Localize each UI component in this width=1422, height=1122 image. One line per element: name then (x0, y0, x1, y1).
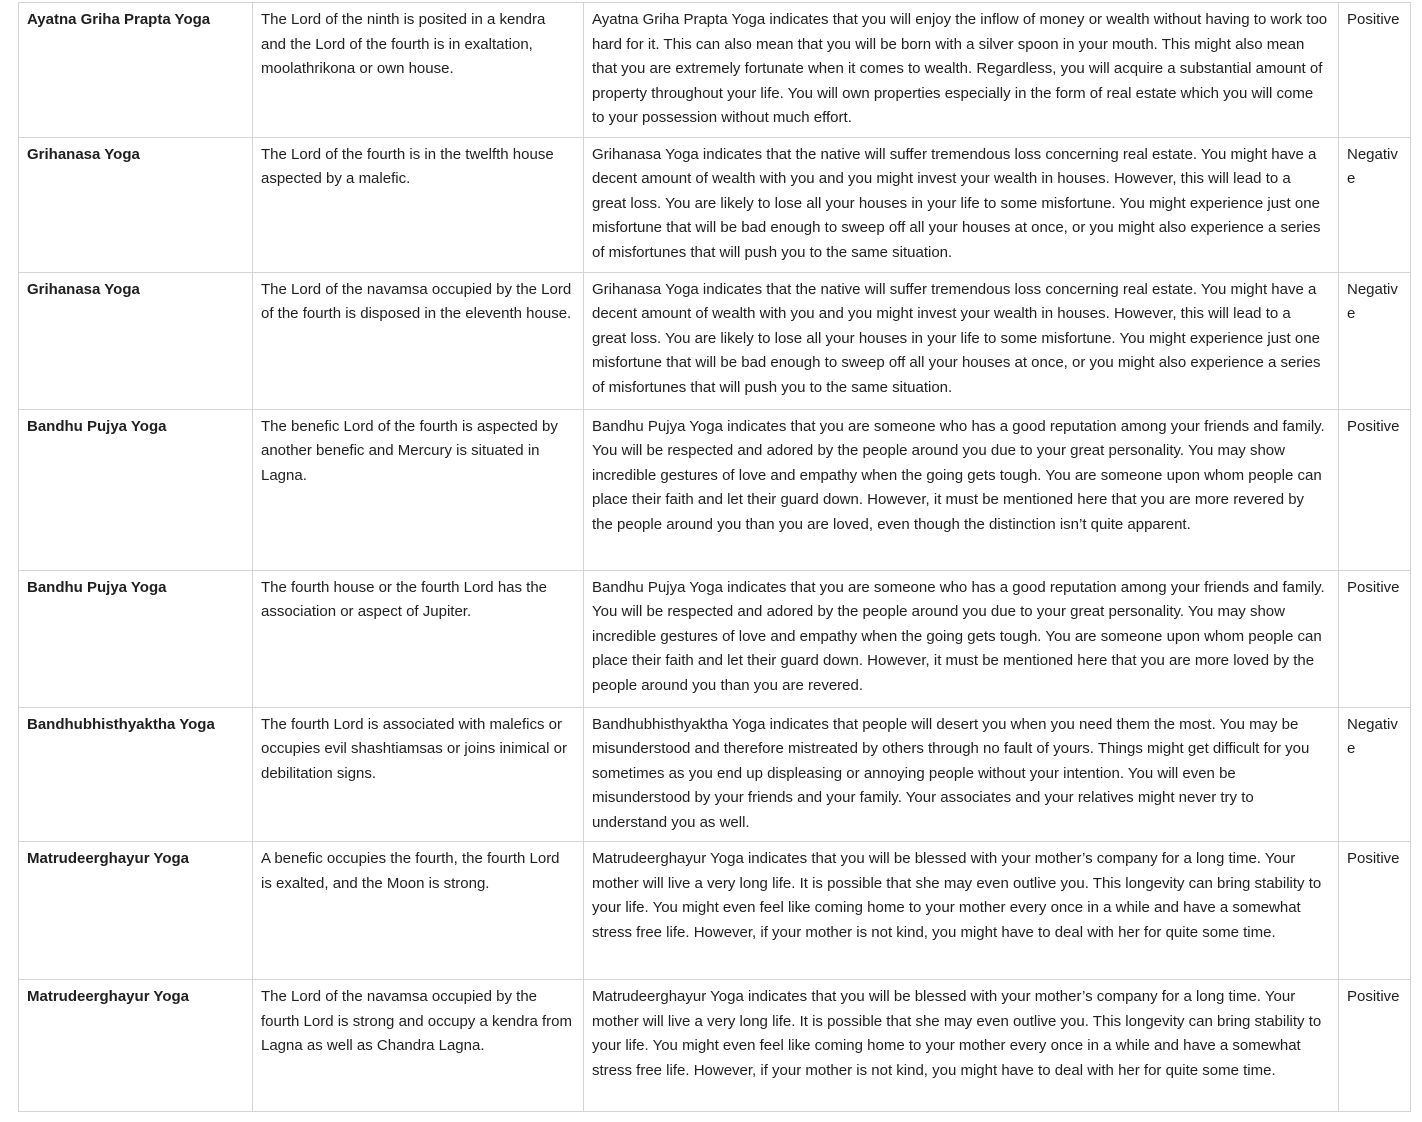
yoga-condition: The Lord of the fourth is in the twelfth house aspected by a malefic. (253, 137, 584, 272)
yoga-description: Matrudeerghayur Yoga indicates that you will be blessed with your mother’s company for a long time. Your mother will live a very long life. It is possible that she may even outlive you. This longevity can bring stability to your life. You might even feel like coming home to your mother every once in a while and have a somewhat stress free life. However, if your mother is not kind, you might have to deal with her for quite some time. (584, 842, 1339, 980)
yoga-status: Negative (1339, 137, 1411, 272)
yoga-condition: The Lord of the navamsa occupied by the fourth Lord is strong and occupy a kendra from Lagna as well as Chandra Lagna. (253, 980, 584, 1112)
yoga-description: Grihanasa Yoga indicates that the native will suffer tremendous loss concerning real estate. You might have a decent amount of wealth with you and you might invest your wealth in houses. However, this will lead to a great loss. You are likely to lose all your houses in your life to some misfortune. You might experience just one misfortune that will be bad enough to sweep off all your houses at once, or you might also experience a series of misfortunes that will push you to the same situation. (584, 137, 1339, 272)
yoga-results-table (18, 2, 1411, 1112)
table-row (19, 707, 1411, 842)
yoga-status: Positive (1339, 3, 1411, 138)
yoga-name: Grihanasa Yoga (19, 137, 253, 272)
yoga-description: Ayatna Griha Prapta Yoga indicates that you will enjoy the inflow of money or wealth without having to work too hard for it. This can also mean that you will be born with a silver spoon in your mouth. This might also mean that you are extremely fortunate when it comes to wealth. Regardless, you will acquire a substantial amount of property throughout your life. You will own properties especially in the form of real estate which you will come to your possession without much effort. (584, 3, 1339, 138)
yoga-description: Bandhubhisthyaktha Yoga indicates that people will desert you when you need them the most. You may be misunderstood and therefore mistreated by others through no fault of yours. Things might get difficult for you sometimes as you end up displeasing or annoying people without your intention. You will even be misunderstood by your friends and your family. Your associates and your relatives might never try to understand you as well. (584, 707, 1339, 842)
yoga-name: Bandhubhisthyaktha Yoga (19, 707, 253, 842)
yoga-name: Bandhu Pujya Yoga (19, 570, 253, 707)
yoga-condition: The Lord of the ninth is posited in a kendra and the Lord of the fourth is in exaltation, moolathrikona or own house. (253, 3, 584, 138)
yoga-status: Negative (1339, 707, 1411, 842)
yoga-condition: The fourth house or the fourth Lord has the association or aspect of Jupiter. (253, 570, 584, 707)
yoga-description: Grihanasa Yoga indicates that the native will suffer tremendous loss concerning real estate. You might have a decent amount of wealth with you and you might invest your wealth in houses. However, this will lead to a great loss. You are likely to lose all your houses in your life to some misfortune. You might experience just one misfortune that will be bad enough to sweep off all your houses at once, or you might also experience a series of misfortunes that will push you to the same situation. (584, 272, 1339, 409)
yoga-condition: A benefic occupies the fourth, the fourth Lord is exalted, and the Moon is strong. (253, 842, 584, 980)
table-row (19, 980, 1411, 1112)
yoga-name: Matrudeerghayur Yoga (19, 980, 253, 1112)
yoga-name: Matrudeerghayur Yoga (19, 842, 253, 980)
yoga-name: Grihanasa Yoga (19, 272, 253, 409)
yoga-description: Matrudeerghayur Yoga indicates that you will be blessed with your mother’s company for a long time. Your mother will live a very long life. It is possible that she may even outlive you. This longevity can bring stability to your life. You might even feel like coming home to your mother every once in a while and have a somewhat stress free life. However, if your mother is not kind, you might have to deal with her for quite some time. (584, 980, 1339, 1112)
table-row (19, 3, 1411, 138)
yoga-name: Bandhu Pujya Yoga (19, 409, 253, 570)
table-row (19, 842, 1411, 980)
table-row (19, 272, 1411, 409)
yoga-condition: The fourth Lord is associated with malefics or occupies evil shashtiamsas or joins inimical or debilitation signs. (253, 707, 584, 842)
yoga-status: Positive (1339, 570, 1411, 707)
yoga-description: Bandhu Pujya Yoga indicates that you are someone who has a good reputation among your friends and family. You will be respected and adored by the people around you due to your great personality. You may show incredible gestures of love and empathy when the going gets tough. You are someone upon whom people can place their faith and let their guard down. However, it must be mentioned here that you are more loved by the people around you than you are revered. (584, 570, 1339, 707)
yoga-status: Positive (1339, 980, 1411, 1112)
table-row (19, 570, 1411, 707)
yoga-status: Negative (1339, 272, 1411, 409)
yoga-table-body (19, 3, 1411, 1112)
yoga-name: Ayatna Griha Prapta Yoga (19, 3, 253, 138)
yoga-status: Positive (1339, 409, 1411, 570)
yoga-status: Positive (1339, 842, 1411, 980)
yoga-description: Bandhu Pujya Yoga indicates that you are someone who has a good reputation among your friends and family. You will be respected and adored by the people around you due to your great personality. You may show incredible gestures of love and empathy when the going gets tough. You are someone upon whom people can place their faith and let their guard down. However, it must be mentioned here that you are more revered by the people around you than you are loved, even though the distinction isn’t quite apparent. (584, 409, 1339, 570)
table-row (19, 137, 1411, 272)
yoga-condition: The benefic Lord of the fourth is aspected by another benefic and Mercury is situated in Lagna. (253, 409, 584, 570)
table-row (19, 409, 1411, 570)
yoga-condition: The Lord of the navamsa occupied by the Lord of the fourth is disposed in the eleventh house. (253, 272, 584, 409)
